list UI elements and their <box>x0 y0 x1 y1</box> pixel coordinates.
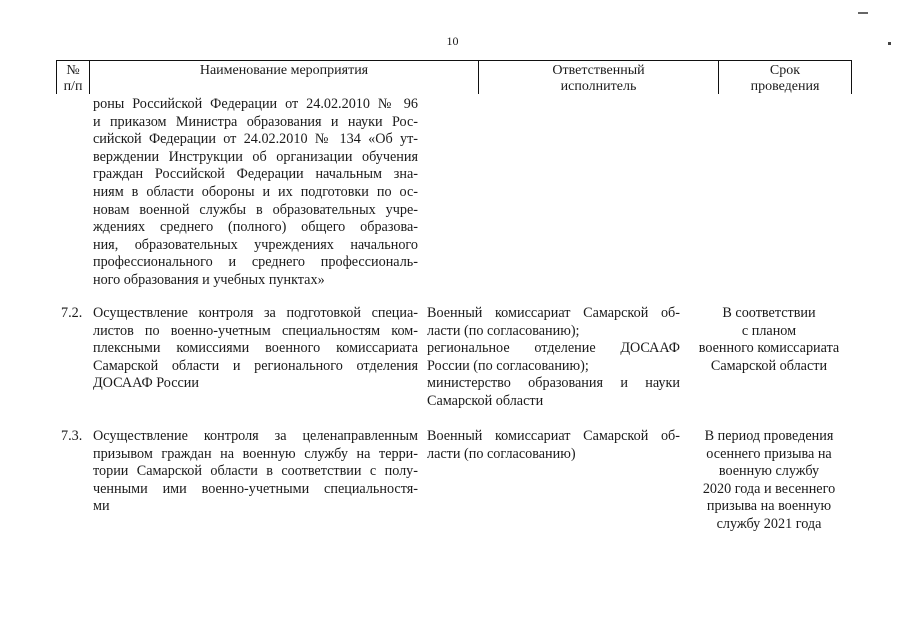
row-name-line: листов по военно-учетным специальностям ком- <box>93 322 418 339</box>
continuation-line: сийской Федерации от 24.02.2010 № 134 «Об ут- <box>93 131 418 148</box>
row-name-line: ДОСААФ России <box>93 375 199 392</box>
continuation-line: ного образования и учебных пунктах» <box>93 271 325 288</box>
continuation-line: новам военной службы в образовательных учре- <box>93 201 418 218</box>
row-term-line: военного комиссариата <box>698 340 840 357</box>
continuation-text <box>93 96 418 290</box>
row-term-line: службу 2021 года <box>716 515 822 532</box>
continuation-line: ния, образовательных учреждениях начального <box>93 236 418 253</box>
continuation-line: верждении Инструкции об организации обучения <box>93 148 418 165</box>
row-responsible-line: ласти (по согласованию); <box>427 322 580 339</box>
row-responsible-line: России (по согласованию); <box>427 357 589 374</box>
row-responsible-line: Военный комиссариат Самарской об- <box>427 305 680 321</box>
row-number: 7.3. <box>61 428 83 444</box>
row-term-line: военную службу <box>718 463 820 480</box>
header-number-line2: п/п <box>63 79 83 94</box>
row-term-line: призыва на военную <box>706 498 832 515</box>
header-responsible-line1: Ответственный <box>552 63 645 78</box>
row-term-line: В соответствии <box>722 305 816 321</box>
continuation-line: роны Российской Федерации от 24.02.2010 № 96 <box>93 96 418 112</box>
row-term <box>686 305 852 375</box>
row-term-line: 2020 года и весеннего <box>702 480 836 497</box>
header-name-cell <box>90 61 479 94</box>
continuation-line: профессионального и среднего профессиональ- <box>93 254 418 271</box>
header-name: Наименование мероприятия <box>199 63 369 78</box>
row-name-line: Самарской области и регионального отделения <box>93 357 418 374</box>
header-responsible-line2: исполнитель <box>560 79 637 94</box>
row-responsible <box>427 428 680 463</box>
row-name-line: тории Самарской области в соответствии с полу- <box>93 463 418 480</box>
row-responsible-line: региональное отделение ДОСААФ <box>427 340 680 357</box>
header-number-line1: № <box>66 63 80 78</box>
row-name-line: плексными комиссиями военного комиссариата <box>93 340 418 357</box>
row-name-line: ми <box>93 498 110 515</box>
continuation-line: граждан Российской Федерации начальным зна- <box>93 166 418 183</box>
scan-speck <box>858 12 868 14</box>
continuation-line: ждениях среднего (полного) общего образова- <box>93 219 418 236</box>
row-name-line: Осуществление контроля за подготовкой специа- <box>93 305 418 321</box>
row-number: 7.2. <box>61 305 83 321</box>
row-responsible-line: Самарской области <box>427 392 544 409</box>
scan-speck <box>888 42 891 45</box>
row-name-line: ченными ими военно-учетными специальностя- <box>93 480 418 497</box>
row-responsible <box>427 305 680 411</box>
row-name <box>93 428 418 516</box>
row-responsible-line: ласти (по согласованию) <box>427 445 576 462</box>
row-name-line: Осуществление контроля за целенаправленным <box>93 428 418 444</box>
header-term-cell <box>719 61 851 94</box>
header-responsible-cell <box>479 61 719 94</box>
header-term-line1: Срок <box>769 63 801 78</box>
header-number-cell <box>57 61 90 94</box>
page-number: 10 <box>446 34 459 48</box>
row-term-line: с планом <box>741 322 797 339</box>
row-responsible-line: Военный комиссариат Самарской об- <box>427 428 680 444</box>
continuation-line: и приказом Министра образования и науки Рос- <box>93 113 418 130</box>
row-responsible-line: министерство образования и науки <box>427 375 680 392</box>
row-name <box>93 305 418 393</box>
row-term <box>686 428 852 534</box>
header-term-line2: проведения <box>750 79 820 94</box>
table-header <box>56 60 852 94</box>
row-term-line: Самарской области <box>710 357 828 374</box>
row-term-line: осеннего призыва на <box>706 445 832 462</box>
row-term-line: В период проведения <box>704 428 834 444</box>
row-name-line: призывом граждан на военную службу на терри- <box>93 445 418 462</box>
continuation-line: ниям в области обороны и их подготовки по ос- <box>93 183 418 200</box>
